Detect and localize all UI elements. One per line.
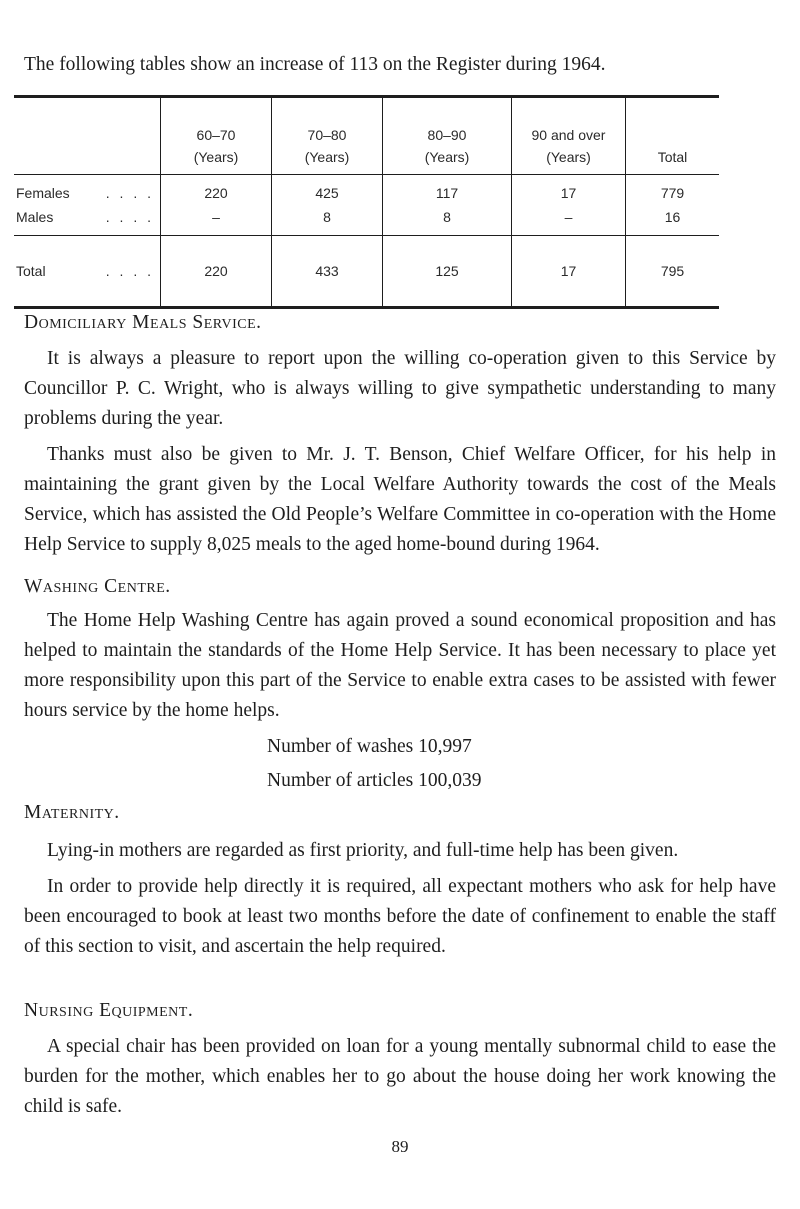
header-total: Total [626, 97, 720, 175]
washing-section [24, 572, 776, 796]
nursing-section [24, 996, 776, 1122]
table-cell: 433 [272, 236, 383, 308]
washing-paragraph-1: The Home Help Washing Centre has again proved a sound economical proposition and has helped to maintain the standards of the Home Help Service. It has been necessary to place yet more responsibility upon this part of the Service to enable extra cases to be assisted with fewer hours service by the home helps. [24, 610, 776, 721]
table-total-row [14, 236, 719, 308]
table-cell: 425 [272, 175, 383, 206]
table-cell: 220 [161, 236, 272, 308]
table-cell: 779 [626, 175, 720, 206]
articles-count: Number of articles 100,039 [267, 770, 482, 791]
section-heading-washing: Washing Centre. [24, 576, 171, 597]
header-80-90: 80–90 (Years) [383, 97, 512, 175]
table-cell: 795 [626, 236, 720, 308]
section-heading-maternity: Maternity. [24, 802, 120, 823]
row-label-males: Males [16, 209, 54, 225]
intro-text: The following tables show an increase of 113 on the Register during 1964. [24, 54, 606, 75]
table-header-row [14, 97, 719, 175]
table-cell: 8 [383, 205, 512, 236]
table-cell: 16 [626, 205, 720, 236]
section-heading-meals: Domiciliary Meals Service. [24, 312, 262, 333]
maternity-paragraph-2: In order to provide help directly it is required, all expectant mothers who ask for help have been encouraged to book at least two months before the date of confinement to enable the staff of this section to visit, and ascertain the help required. [24, 876, 776, 957]
table-cell: – [161, 205, 272, 236]
maternity-section [24, 798, 776, 962]
header-90-over: 90 and over (Years) [512, 97, 626, 175]
table-row [14, 175, 719, 206]
table-cell: 125 [383, 236, 512, 308]
section-heading-nursing: Nursing Equipment. [24, 1000, 194, 1021]
meals-paragraph-1: It is always a pleasure to report upon the willing co-operation given to this Service by Councillor P. C. Wright, who is always willing to give sympathetic understanding to many problems during the year. [24, 348, 776, 429]
table-cell: 17 [512, 236, 626, 308]
nursing-paragraph-1: A special chair has been provided on loan for a young mentally subnormal child to ease the burden for the mother, which enables her to go about the house doing her work knowing the child is safe. [24, 1036, 776, 1117]
meals-section [24, 308, 776, 560]
table-row [14, 205, 719, 236]
header-blank [14, 97, 161, 175]
leader-dots: . . . . [105, 263, 154, 279]
table-cell: 117 [383, 175, 512, 206]
header-60-70: 60–70 (Years) [161, 97, 272, 175]
header-70-80: 70–80 (Years) [272, 97, 383, 175]
leader-dots: . . . . [105, 209, 154, 225]
leader-dots: . . . . [105, 185, 154, 201]
table-cell: 220 [161, 175, 272, 206]
maternity-paragraph-1: Lying-in mothers are regarded as first priority, and full-time help has been given. [47, 840, 679, 861]
register-table [14, 95, 719, 309]
page-number: 89 [391, 1137, 409, 1156]
table-cell: 17 [512, 175, 626, 206]
row-label-females: Females [16, 185, 70, 201]
table-cell: – [512, 205, 626, 236]
meals-paragraph-2: Thanks must also be given to Mr. J. T. Benson, Chief Welfare Officer, for his help in maintaining the grant given by the Local Welfare Authority towards the cost of the Meals Service, which has assisted the Old People’s Welfare Committee in co-operation with the Home Help Service to supply 8,025 meals to the aged home-bound during 1964. [24, 444, 776, 555]
table-cell: 8 [272, 205, 383, 236]
row-label-total: Total [16, 263, 46, 279]
washes-count: Number of washes 10,997 [267, 736, 472, 757]
